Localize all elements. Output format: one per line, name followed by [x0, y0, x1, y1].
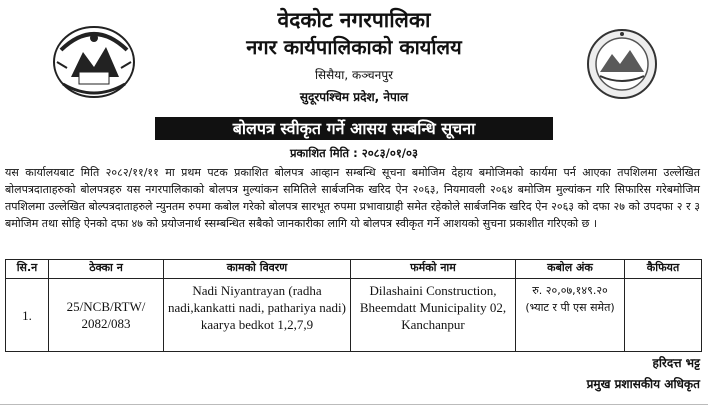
signatory-name: हरिदत्त भट्ट	[652, 356, 700, 370]
row-serial: 1.	[6, 279, 49, 352]
row-remarks	[625, 279, 702, 352]
province-name: सुदूरपश्चिम प्रदेश, नेपाल	[299, 90, 409, 104]
notice-body: यस कार्यालयबाट मिति २०८२/११/११ मा प्रथम पटक प्रकाशित बोलपत्र आव्हान सम्बन्धि सूचना बमोजिम देहाय बमोजिमको कार्यमा पर्न आएका तपशिलमा उल्लेखित बोलपत्रदाताहरुको बोलपत्रहरु यस नगरपालिकाको बोलपत्र मुल्यांकन समितिले सार्बजनिक खरिद ऐन २०६३, नियमावली २०६४ बमोजिम मुल्यांकन गरि सिफारिस गरेबमोजिम तपशिलमा उल्लेखित बोल्पत्रदाताहरुले न्युनतम रुपमा कबोल गरेको बोलपत्र सारभूत रुपमा प्रभावाग्राही समेत रहेकोले सार्बजनिक खरिद ऐन २०६३ को दफा २७ को उपदफा २ र ३ बमोजिम तथा सोहि ऐनको दफा ४७ को प्रयोजनार्थ स्सम्बन्धित सबैको जानकारीका लागि यो बोलपत्र स्वीकृत गर्ने आशयको सुचना प्रकाशीत गरिएको छ ।	[5, 166, 700, 230]
header-bid-amount: कबोल अंक	[516, 260, 625, 279]
office-name: नगर कार्यपालिकाको कार्यालय	[246, 35, 462, 59]
header-contract-no: ठेक्का न	[49, 260, 164, 279]
header-firm-name: फर्मको नाम	[351, 260, 516, 279]
tender-table	[5, 259, 702, 352]
header-remarks: कैफियत	[625, 260, 702, 279]
row-bid-amount: रु. २०,०७,१४९.२० (भ्याट र पी एस समेत)	[516, 279, 625, 352]
row-firm-name: Dilashaini Construction, Bheemdatt Municipality 02, Kanchanpur	[351, 279, 516, 352]
header-description: कामको विवरण	[164, 260, 351, 279]
table-header-row	[6, 260, 702, 279]
signatory-title: प्रमुख प्रशासकीय अधिकृत	[586, 377, 700, 391]
published-date: प्रकाशित मिति : २०८३/०१/०३	[290, 146, 418, 160]
office-location: सिसैया, कञ्चनपुर	[314, 68, 394, 82]
row-description: Nadi Niyantrayan (radha nadi,kankatti nadi, pathariya nadi) kaarya bedkot 1,2,7,9	[164, 279, 351, 352]
bottom-divider	[0, 404, 708, 405]
header-serial: सि.न	[6, 260, 49, 279]
notice-title-banner: बोलपत्र स्वीकृत गर्ने आसय सम्बन्धि सूचना	[155, 117, 553, 140]
table-row	[6, 279, 702, 352]
row-contract-no: 25/NCB/RTW/ 2082/083	[49, 279, 164, 352]
municipality-name: वेदकोट नगरपालिका	[277, 8, 431, 32]
